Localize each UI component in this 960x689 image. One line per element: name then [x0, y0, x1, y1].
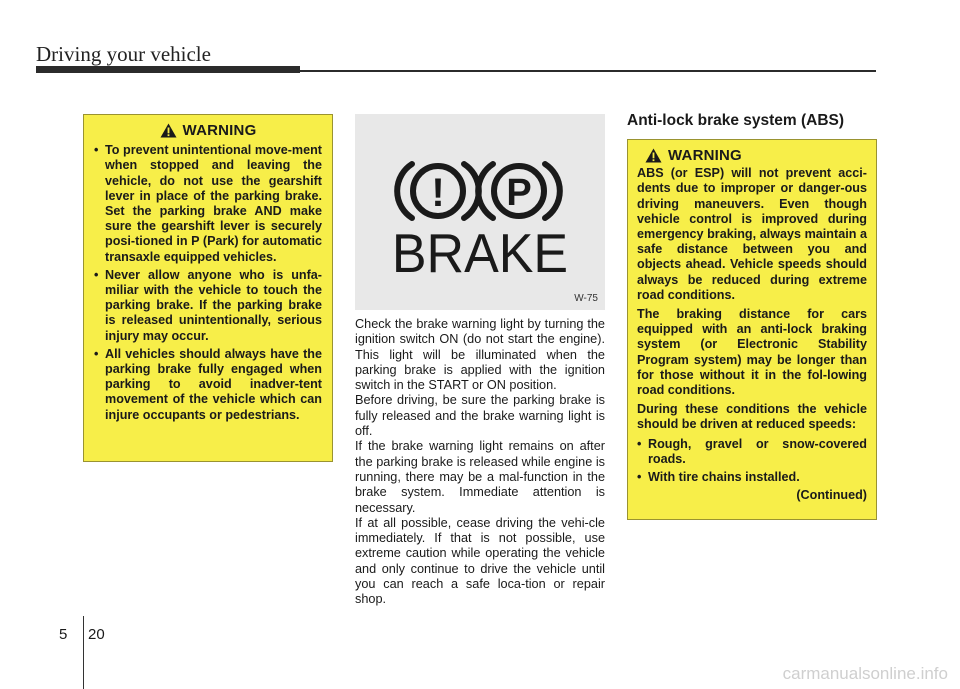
warning-paragraph: The braking distance for cars equipped with an anti-lock braking system (or Electronic Stability Program system) may be longer than for those without it in the fol-lowing road conditions.	[637, 307, 867, 398]
body-paragraph: If the brake warning light remains on after the parking brake is released while engine is running, there may be a mal-function in the brake system. Immediate attention is necessary.	[355, 439, 605, 515]
list-item: • Rough, gravel or snow-covered roads.	[637, 437, 867, 467]
page-number: 20	[88, 626, 105, 643]
body-paragraph: Before driving, be sure the parking brake is fully released and the brake warning light is off.	[355, 393, 605, 439]
brake-warning-light-icon	[355, 114, 605, 310]
header-rule-thin	[300, 70, 876, 72]
list-item: • With tire chains installed.	[637, 470, 867, 485]
list-item: • To prevent unintentional move-ment when stopped and leaving the vehicle, do not use the gearshift lever in place of the parking brake. Set the parking brake AND make sure the gearshift lever is securely posi-tioned in P (Park) for automatic transaxle equipped vehicles.	[94, 143, 322, 265]
warning-heading	[637, 148, 867, 163]
watermark-text: carmanualsonline.info	[782, 664, 948, 683]
exclamation-symbol: !	[431, 171, 445, 215]
abs-section-title: Anti-lock brake system (ABS)	[627, 112, 845, 129]
warning-heading	[94, 123, 322, 138]
brake-light-description	[355, 317, 605, 608]
header-rule-thick	[36, 66, 300, 73]
warning-paragraph: ABS (or ESP) will not prevent acci-dents due to improper or danger-ous driving maneuvers. Even though vehicle control is improved during emergency braking, always maintain a safe distance between you and objects ahead. Vehicle speeds should always be reduced during extreme road conditions.	[637, 166, 867, 302]
warning-heading-label: WARNING	[668, 147, 742, 164]
warning-triangle-icon	[645, 148, 662, 163]
brake-warning-light-image	[355, 114, 605, 310]
page-header-title: Driving your vehicle	[36, 42, 211, 66]
body-paragraph: Check the brake warning light by turning the ignition switch ON (do not start the engine). This light will be illuminated when the parking brake is applied with the ignition switch in the START or ON position.	[355, 317, 605, 393]
warning-triangle-icon	[160, 123, 177, 138]
park-symbol: P	[506, 172, 532, 214]
list-item: • All vehicles should always have the parking brake fully engaged when parking to avoid inadver-tent movement of the vehicle which can injure occupants or pedestrians.	[94, 347, 322, 423]
image-code: W-75	[574, 293, 598, 304]
body-paragraph: If at all possible, cease driving the vehi-cle immediately. If that is not possible, use extreme caution while operating the vehicle and only continue to drive the vehicle until you can reach a safe loca-tion or repair shop.	[355, 515, 605, 607]
parking-brake-warning-box	[83, 114, 333, 462]
list-item: • Never allow anyone who is unfa-miliar with the vehicle to touch the parking brake. If the parking brake is released unintentionally, serious injury may occur.	[94, 268, 322, 344]
chapter-number: 5	[59, 626, 68, 643]
warning-heading-label: WARNING	[182, 122, 257, 139]
brake-word: BRAKE	[391, 223, 569, 285]
footer-divider	[83, 616, 84, 689]
continued-label: (Continued)	[796, 488, 867, 503]
abs-warning-box	[627, 139, 877, 520]
warning-paragraph: During these conditions the vehicle should be driven at reduced speeds:	[637, 402, 867, 432]
road-conditions-list	[637, 437, 867, 486]
warning-list	[94, 143, 322, 423]
